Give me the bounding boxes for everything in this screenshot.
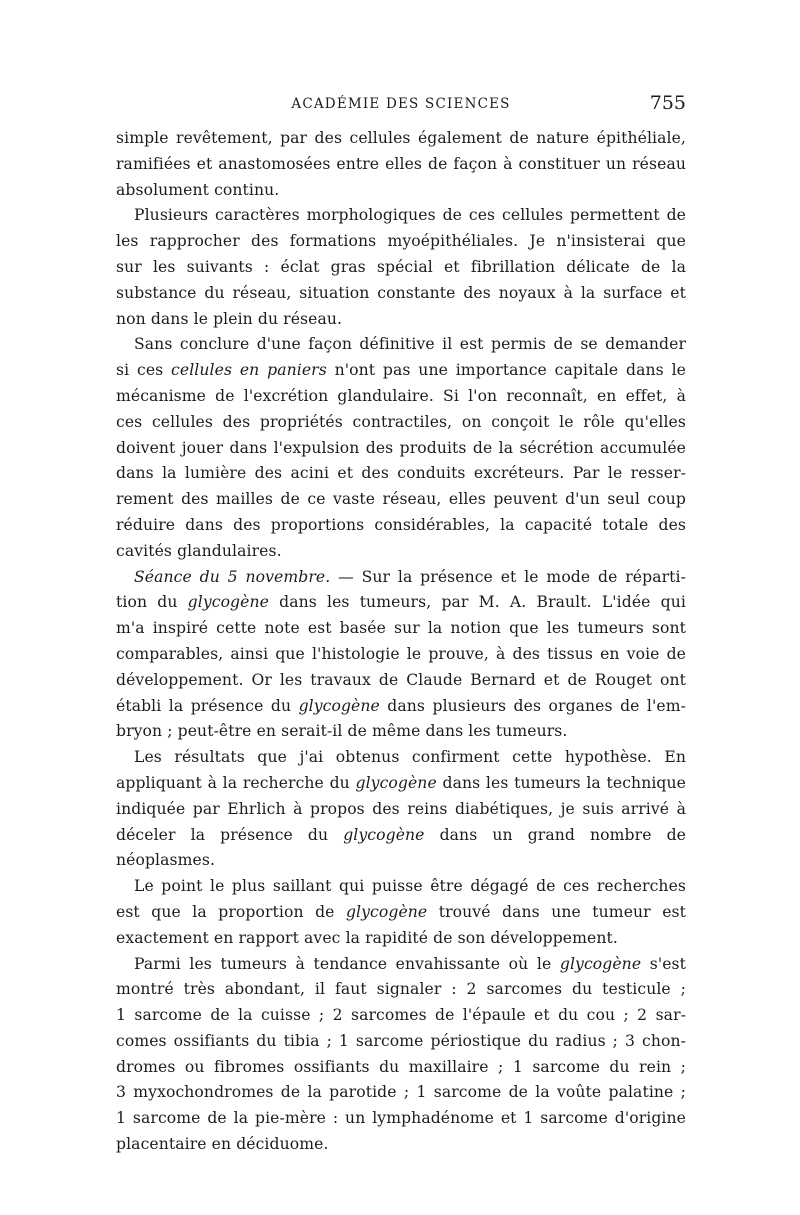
text-line: montré très abondant, il faut signaler : 2 sarcomes du testicule ; xyxy=(116,980,686,999)
text-segment: trouvé dans une tumeur est xyxy=(427,902,686,921)
text-line: bryon ; peut-être en serait-il de même dans les tumeurs. xyxy=(116,722,568,741)
text-line xyxy=(116,823,686,849)
paragraph-5 xyxy=(116,745,686,874)
text-line: ramifiées et anastomosées entre elles de façon à constituer un réseau xyxy=(116,154,686,173)
text-line: substance du réseau, situation constante des noyaux à la surface et xyxy=(116,283,686,302)
text-segment: établi la présence du xyxy=(116,696,299,715)
paragraph-1 xyxy=(116,126,686,203)
text-line: 1 sarcome de la pie-mère : un lymphadénome et 1 sarcome d'origine xyxy=(116,1109,686,1128)
text-segment: tion du xyxy=(116,593,188,612)
text-segment: — Sur la présence et le mode de réparti- xyxy=(330,567,686,586)
text-segment: dans un grand nombre de xyxy=(424,825,686,844)
text-line xyxy=(116,565,686,591)
text-line: indiquée par Ehrlich à propos des reins diabétiques, je suis arrivé à xyxy=(116,799,686,818)
document-page xyxy=(116,92,686,1158)
text-line: m'a inspiré cette note est basée sur la notion que les tumeurs sont xyxy=(116,619,686,638)
text-line: simple revêtement, par des cellules également de nature épithéliale, xyxy=(116,129,686,147)
text-line: 3 myxochondromes de la parotide ; 1 sarcome de la voûte palatine ; xyxy=(116,1083,686,1102)
italic-term: glycogène xyxy=(343,825,425,844)
paragraph-7 xyxy=(116,952,686,1158)
text-line: comes ossifiants du tibia ; 1 sarcome périostique du radius ; 3 chon- xyxy=(116,1031,686,1050)
text-line: comparables, ainsi que l'histologie le prouve, à des tissus en voie de xyxy=(116,644,686,663)
text-line: placentaire en déciduome. xyxy=(116,1135,329,1154)
italic-term: glycogène xyxy=(345,902,428,921)
text-line: cavités glandulaires. xyxy=(116,541,282,560)
paragraph-2 xyxy=(116,203,686,332)
text-line: Sans conclure d'une façon définitive il est permis de se demander xyxy=(134,335,686,354)
text-line: 1 sarcome de la cuisse ; 2 sarcomes de l'épaule et du cou ; 2 sar- xyxy=(116,1006,686,1025)
text-segment: dans les tumeurs la technique xyxy=(436,773,686,792)
paragraph-4 xyxy=(116,565,686,746)
text-line: réduire dans des proportions considérables, la capacité totale des xyxy=(116,515,686,534)
text-line: Les résultats que j'ai obtenus confirment cette hypothèse. En xyxy=(134,748,686,767)
text-line: Plusieurs caractères morphologiques de ces cellules permettent de xyxy=(134,206,686,225)
text-line: les rapprocher des formations myoépithéliales. Je n'insisterai que xyxy=(116,232,686,251)
paragraph-6 xyxy=(116,874,686,951)
text-line: développement. Or les travaux de Claude Bernard et de Rouget ont xyxy=(116,670,686,689)
text-line: dans la lumière des acini et des conduits excréteurs. Par le resser- xyxy=(116,464,686,483)
text-line xyxy=(116,694,686,720)
text-line xyxy=(116,900,686,926)
text-segment: dans les tumeurs, par M. A. Brault. L'idée qui xyxy=(268,593,686,612)
italic-term: glycogène xyxy=(187,593,269,612)
text-line: exactement en rapport avec la rapidité de son développement. xyxy=(116,928,618,947)
italic-term: glycogène xyxy=(355,773,437,792)
running-header xyxy=(116,92,686,126)
text-line: non dans le plein du réseau. xyxy=(116,309,343,328)
italic-term: glycogène xyxy=(559,954,642,973)
text-line: mécanisme de l'excrétion glandulaire. Si l'on reconnaît, en effet, à xyxy=(116,386,686,405)
text-line: rement des mailles de ce vaste réseau, elles peuvent d'un seul coup xyxy=(116,490,686,509)
text-line: doivent jouer dans l'expulsion des produits de la sécrétion accumulée xyxy=(116,438,686,457)
text-line: néoplasmes. xyxy=(116,851,216,870)
text-line: absolument continu. xyxy=(116,180,280,199)
text-line: sur les suivants : éclat gras spécial et fibrillation délicate de la xyxy=(116,257,686,276)
running-title: ACADÉMIE DES SCIENCES xyxy=(291,96,511,112)
italic-term: glycogène xyxy=(298,696,380,715)
text-line xyxy=(116,358,686,384)
paragraph-3 xyxy=(116,332,686,564)
text-segment: si ces xyxy=(116,361,172,380)
text-segment: déceler la présence du xyxy=(116,825,344,844)
text-line xyxy=(116,590,686,616)
italic-term: cellules en paniers xyxy=(171,361,327,380)
text-segment: appliquant à la recherche du xyxy=(116,773,356,792)
text-segment: Parmi les tumeurs à tendance envahissante où le xyxy=(134,954,560,973)
text-line: Le point le plus saillant qui puisse être dégagé de ces recherches xyxy=(134,877,686,896)
page-number: 755 xyxy=(649,92,686,114)
session-date: Séance du 5 novembre. xyxy=(134,567,331,586)
text-segment: est que la proportion de xyxy=(116,902,346,921)
text-line: ces cellules des propriétés contractiles, on conçoit le rôle qu'elles xyxy=(116,412,686,431)
text-segment: dans plusieurs des organes de l'em- xyxy=(379,696,686,715)
text-line: dromes ou fibromes ossifiants du maxillaire ; 1 sarcome du rein ; xyxy=(116,1057,686,1076)
text-line xyxy=(116,771,686,797)
text-segment: s'est xyxy=(641,954,687,973)
text-line xyxy=(116,952,686,978)
text-segment: n'ont pas une importance capitale dans le xyxy=(326,361,686,380)
